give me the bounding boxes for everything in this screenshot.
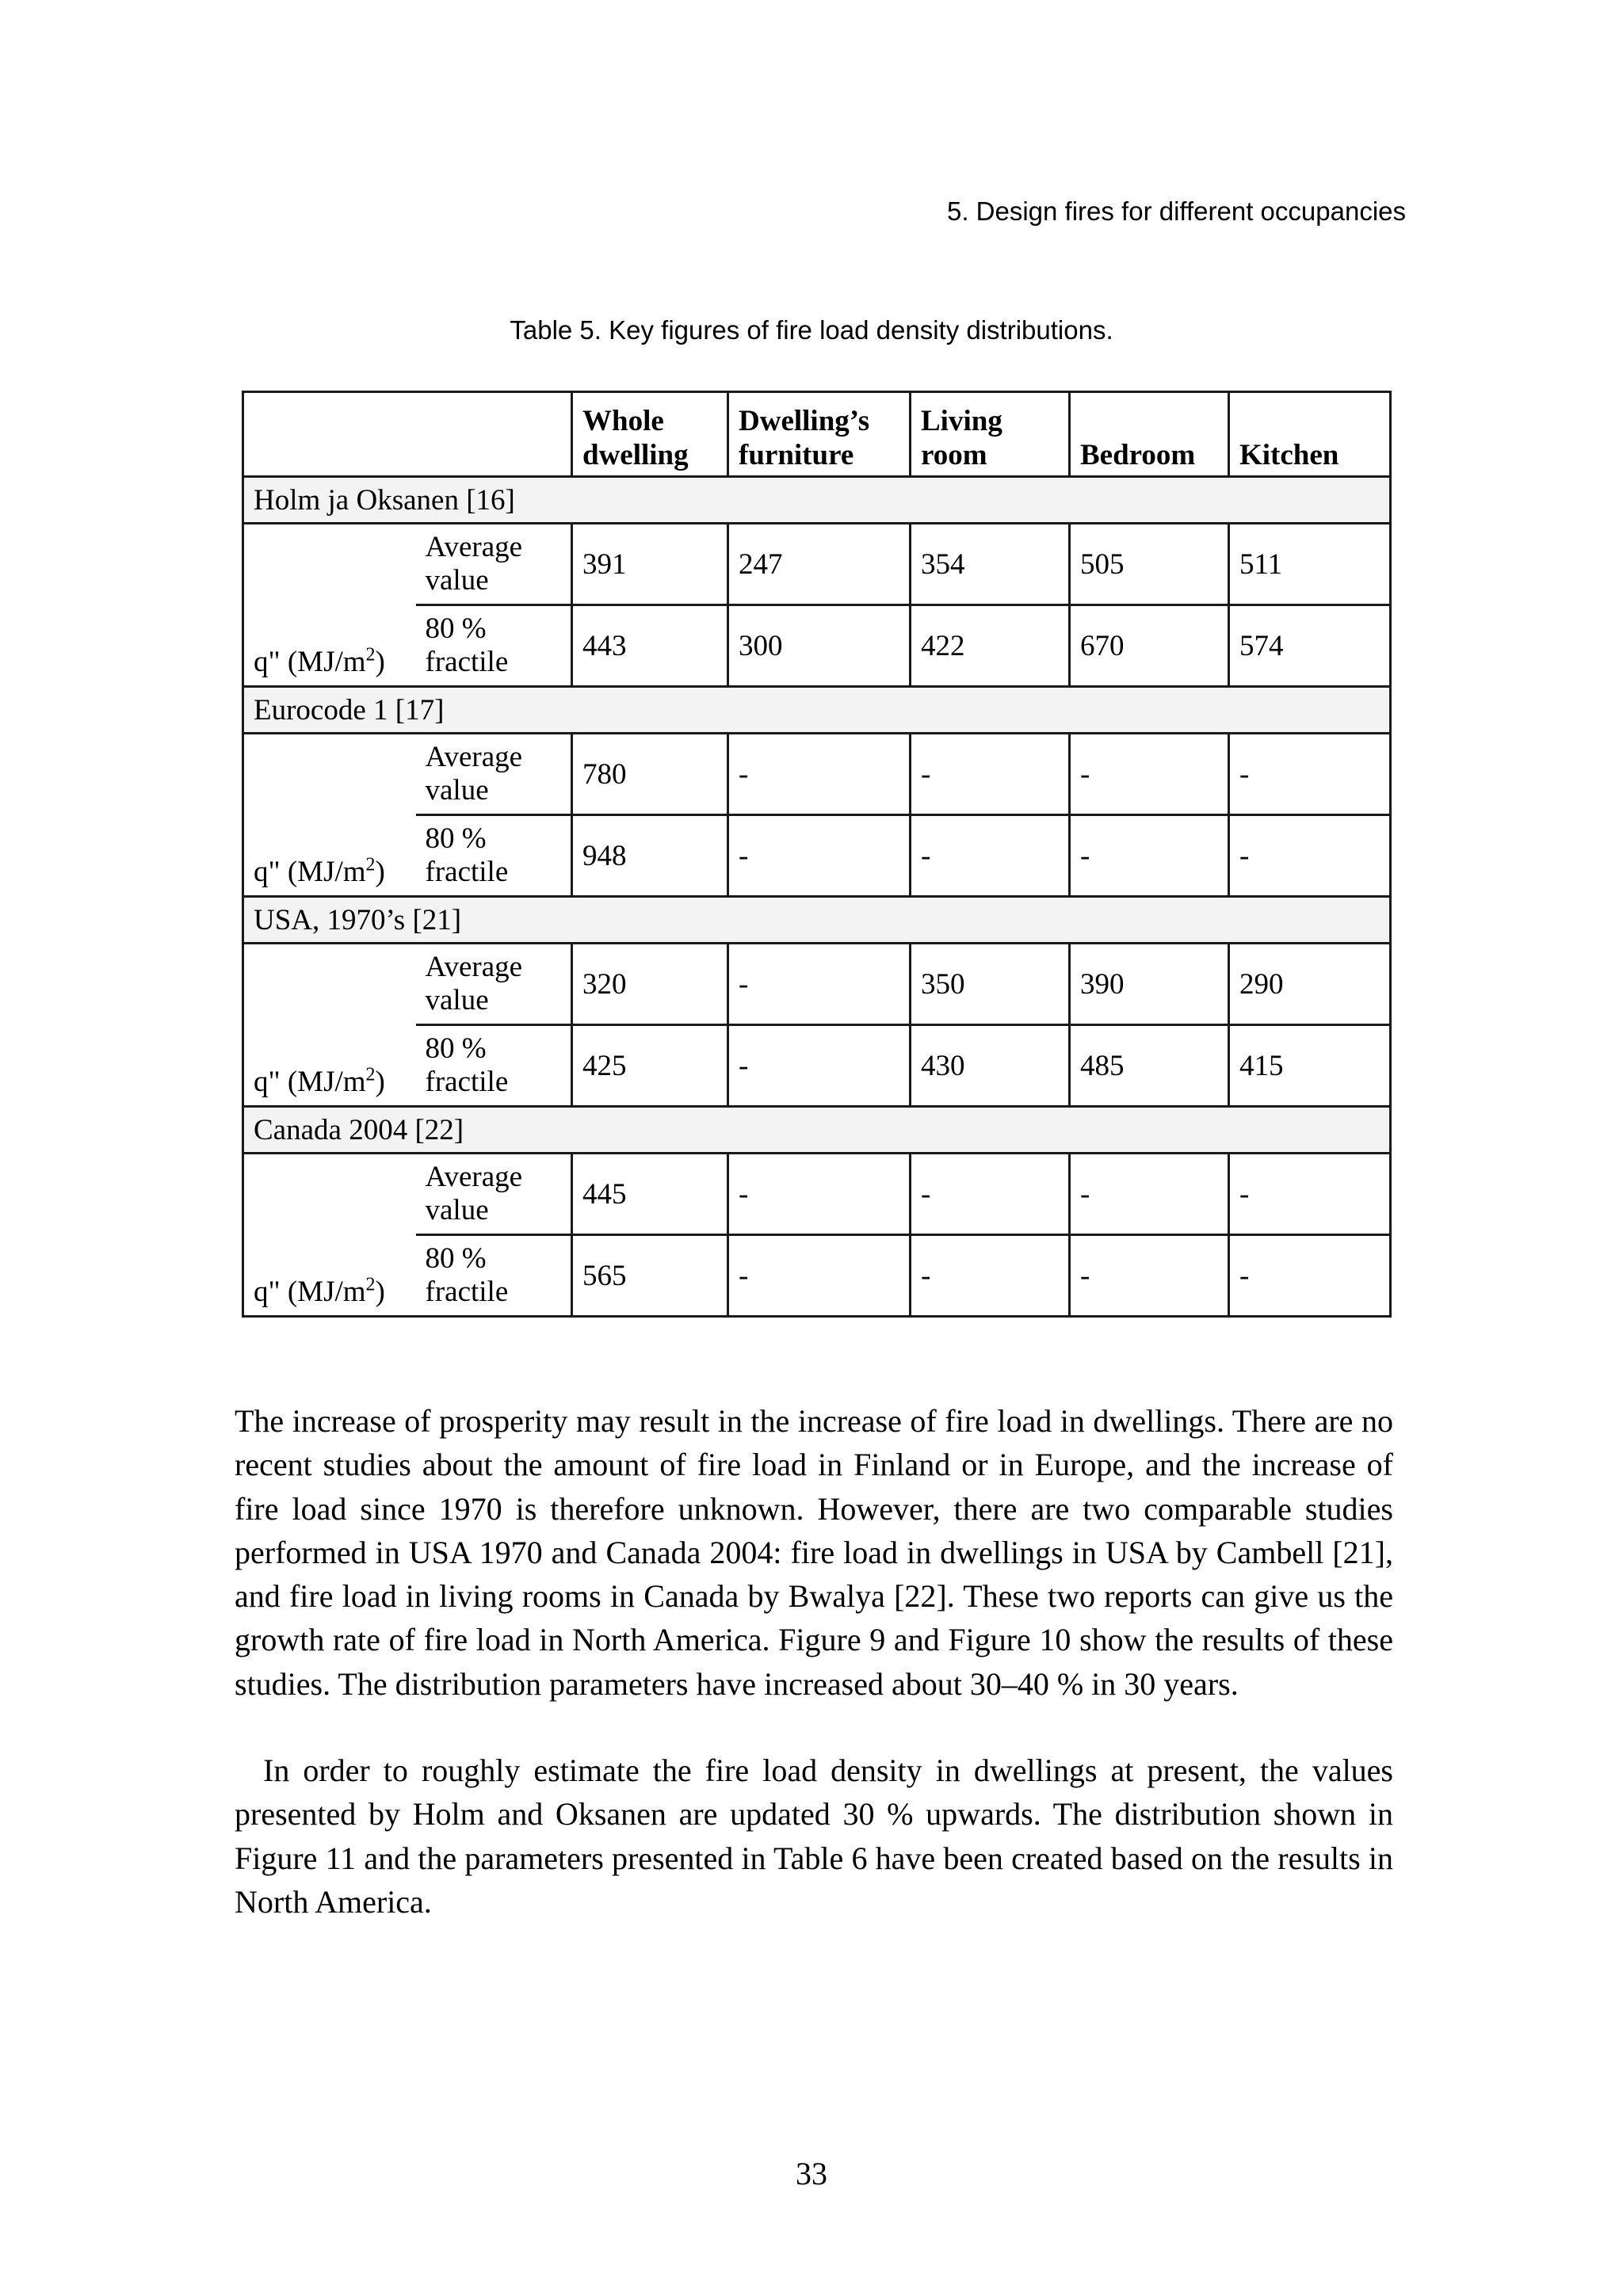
table-cell: - [1229, 1235, 1391, 1317]
section-title: Holm ja Oksanen [16] [243, 477, 1391, 524]
quantity-label [243, 524, 416, 687]
quantity-label-close: ) [375, 1066, 385, 1098]
table-cell: - [728, 1235, 911, 1317]
table-cell: - [911, 815, 1070, 897]
table-cell: 505 [1070, 524, 1229, 605]
body-paragraph-2: In order to roughly estimate the fire load density in dwellings at present, the values presented by Holm and Oksanen are updated 30 % upwards. The distribution shown in Figure 11 and the parameters presented in Table 6 have been created based on the results in North America. [235, 1753, 1393, 1920]
statistic-label [416, 1025, 572, 1107]
table-cell: 422 [911, 605, 1070, 687]
table-cell: - [728, 1154, 911, 1235]
table-cell: 350 [911, 944, 1070, 1025]
table-cell: 391 [572, 524, 728, 605]
table-cell: 415 [1229, 1025, 1391, 1107]
statistic-label-line1: 80 % [425, 612, 487, 645]
page-number: 33 [796, 2156, 827, 2191]
quantity-label-superscript: 2 [365, 1064, 376, 1085]
table-cell: - [911, 734, 1070, 815]
table-cell: 390 [1070, 944, 1229, 1025]
table-cell: 445 [572, 1154, 728, 1235]
table-cell: - [1070, 815, 1229, 897]
statistic-label [416, 1235, 572, 1317]
table-cell: - [728, 944, 911, 1025]
table-cell: 670 [1070, 605, 1229, 687]
quantity-label [243, 734, 416, 897]
quantity-label-superscript: 2 [365, 1274, 376, 1295]
section-title: USA, 1970’s [21] [243, 897, 1391, 944]
col-header-line2: dwelling [582, 439, 689, 471]
statistic-label-line1: 80 % [425, 822, 487, 855]
section-row [243, 897, 1391, 944]
table-row [243, 1025, 1391, 1107]
body-paragraph-1: The increase of prosperity may result in the increase of fire load in dwellings. There are no recent studies about the amount of fire load in Finland or in Europe, and the increase of fire load since 1970 is therefore unknown. However, there are two comparable studies performed in USA 1970 and Canada 2004: fire load in dwellings in USA by Cambell [21], and fire load in living rooms in Canada by Bwalya [22]. These two reports can give us the growth rate of fire load in North America. Figure 9 and Figure 10 show the results of these studies. The distribution parameters have increased about 30–40 % in 30 years. [235, 1403, 1393, 1702]
quantity-label [243, 944, 416, 1107]
statistic-label [416, 605, 572, 687]
table-cell: 511 [1229, 524, 1391, 605]
quantity-label-close: ) [375, 1276, 385, 1308]
table-cell: 565 [572, 1235, 728, 1317]
table-cell: - [1070, 1235, 1229, 1317]
table-caption: Table 5. Key figures of fire load density distributions. [510, 315, 1113, 345]
col-header-line1: Dwelling’s [739, 405, 870, 437]
quantity-label-text: q" (MJ/m [254, 856, 366, 888]
statistic-label-line2: value [425, 774, 489, 807]
col-header-kitchen [1229, 392, 1391, 477]
table-cell: - [728, 815, 911, 897]
table-row [243, 524, 1391, 605]
table-row [243, 944, 1391, 1025]
col-header-line2: Bedroom [1080, 439, 1196, 471]
table-header-row [243, 392, 1391, 477]
table-cell: - [728, 734, 911, 815]
quantity-label-text: q" (MJ/m [254, 1066, 366, 1098]
statistic-label-line2: fractile [425, 646, 509, 678]
col-header-line1: Living [921, 405, 1002, 437]
col-header-dwellings-furniture [728, 392, 911, 477]
statistic-label-line1: Average [425, 951, 523, 983]
table-row [243, 734, 1391, 815]
section-title: Canada 2004 [22] [243, 1107, 1391, 1154]
col-header-line2: furniture [739, 439, 854, 471]
section-row [243, 1107, 1391, 1154]
table-cell: 574 [1229, 605, 1391, 687]
table-cell: - [911, 1235, 1070, 1317]
statistic-label [416, 815, 572, 897]
quantity-label [243, 1154, 416, 1317]
quantity-label-text: q" (MJ/m [254, 1276, 366, 1308]
statistic-label-line2: value [425, 564, 489, 597]
statistic-label-line1: 80 % [425, 1242, 487, 1275]
table-cell: 425 [572, 1025, 728, 1107]
table-cell: 485 [1070, 1025, 1229, 1107]
col-header-line2: room [921, 439, 987, 471]
table-cell: - [911, 1154, 1070, 1235]
quantity-label-superscript: 2 [365, 644, 376, 666]
table-cell: 320 [572, 944, 728, 1025]
col-header-line2: Kitchen [1239, 439, 1339, 471]
table-cell: 780 [572, 734, 728, 815]
table-cell: - [1070, 1154, 1229, 1235]
table-cell: - [1229, 1154, 1391, 1235]
col-header-line1: Whole [582, 405, 664, 437]
quantity-label-close: ) [375, 856, 385, 888]
table-cell: 948 [572, 815, 728, 897]
table-body [243, 477, 1391, 1317]
table-cell: 430 [911, 1025, 1070, 1107]
statistic-label-line2: fractile [425, 1276, 509, 1308]
statistic-label-line1: Average [425, 531, 523, 563]
statistic-label-line1: 80 % [425, 1032, 487, 1065]
statistic-label-line2: value [425, 984, 489, 1016]
table-cell: 443 [572, 605, 728, 687]
table-row [243, 1154, 1391, 1235]
table-cell: 290 [1229, 944, 1391, 1025]
statistic-label-line1: Average [425, 1161, 523, 1193]
table-cell: 247 [728, 524, 911, 605]
table-cell: - [1070, 734, 1229, 815]
running-header: 5. Design fires for different occupancies [946, 196, 1406, 226]
table-row [243, 1235, 1391, 1317]
statistic-label [416, 1154, 572, 1235]
quantity-label-close: ) [375, 646, 385, 678]
quantity-label-superscript: 2 [365, 854, 376, 875]
table-cell: 300 [728, 605, 911, 687]
statistic-label [416, 734, 572, 815]
table-row [243, 815, 1391, 897]
section-row [243, 477, 1391, 524]
table-cell: - [1229, 734, 1391, 815]
header-empty-cell [243, 392, 572, 477]
section-title: Eurocode 1 [17] [243, 687, 1391, 734]
fire-load-table [242, 391, 1392, 1318]
statistic-label-line1: Average [425, 741, 523, 773]
col-header-living-room [911, 392, 1070, 477]
table-cell: - [728, 1025, 911, 1107]
table-row [243, 605, 1391, 687]
quantity-label-text: q" (MJ/m [254, 646, 366, 678]
table-cell: 354 [911, 524, 1070, 605]
statistic-label [416, 944, 572, 1025]
statistic-label-line2: value [425, 1194, 489, 1226]
statistic-label [416, 524, 572, 605]
statistic-label-line2: fractile [425, 1066, 509, 1098]
statistic-label-line2: fractile [425, 856, 509, 888]
section-row [243, 687, 1391, 734]
col-header-bedroom [1070, 392, 1229, 477]
col-header-whole-dwelling [572, 392, 728, 477]
table-cell: - [1229, 815, 1391, 897]
